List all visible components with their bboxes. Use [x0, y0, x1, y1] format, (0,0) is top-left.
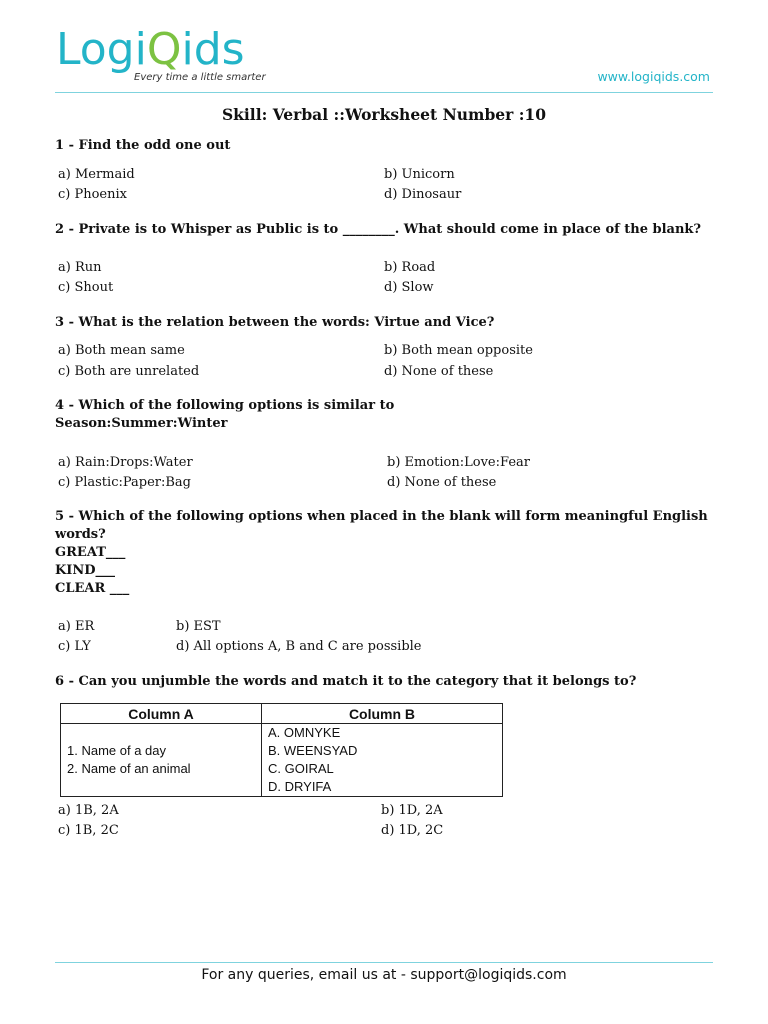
worksheet-title: Skill: Verbal ::Worksheet Number :10 [221, 105, 546, 124]
column-b-item-d: D. DRYIFA [268, 779, 332, 794]
column-b-item-a: A. OMNYKE [268, 725, 341, 740]
q1-option-c: c) Phoenix [58, 187, 127, 202]
q1-option-b: b) Unicorn [384, 167, 455, 182]
question-1-text: 1 - Find the odd one out [55, 138, 231, 153]
q4-option-c: c) Plastic:Paper:Bag [58, 475, 192, 490]
question-4-line-1: 4 - Which of the following options is similar to [55, 398, 395, 413]
q6-option-b: b) 1D, 2A [381, 803, 443, 818]
q3-option-b: b) Both mean opposite [384, 343, 533, 358]
column-b-item-b: B. WEENSYAD [268, 743, 358, 758]
question-5-line-1: 5 - Which of the following options when placed in the blank will form meaningful English [55, 509, 708, 524]
q2-option-d: d) Slow [384, 280, 434, 295]
question-5-word-3: CLEAR ___ [55, 581, 130, 596]
column-a-item-2: 2. Name of an animal [67, 761, 191, 776]
question-5-text [55, 508, 715, 598]
q3-option-a: a) Both mean same [58, 343, 185, 358]
q3-option-d: d) None of these [384, 364, 494, 379]
question-4-text [55, 397, 715, 433]
footer-contact: For any queries, email us at - support@logiqids.com [201, 967, 567, 983]
match-table [60, 703, 503, 797]
q2-option-b: b) Road [384, 260, 436, 275]
question-5-line-2: words? [55, 527, 106, 542]
q4-option-b: b) Emotion:Love:Fear [387, 455, 530, 470]
q3-option-c: c) Both are unrelated [58, 364, 200, 379]
column-a-header: Column A [61, 704, 262, 724]
q2-option-c: c) Shout [58, 280, 114, 295]
header-divider [55, 92, 713, 93]
column-a-cell [61, 724, 262, 797]
footer-divider [55, 962, 713, 963]
column-a-item-1: 1. Name of a day [67, 743, 166, 758]
match-table-header-row [61, 704, 503, 724]
q5-option-b: b) EST [176, 619, 221, 634]
q4-option-d: d) None of these [387, 475, 497, 490]
match-table-body-row [61, 724, 503, 797]
logo-tagline: Every time a little smarter [134, 72, 266, 83]
question-6-text: 6 - Can you unjumble the words and match it to the category that it belongs to? [55, 674, 637, 689]
q1-option-a: a) Mermaid [58, 167, 135, 182]
question-5-word-2: KIND___ [55, 563, 116, 578]
q5-option-d: d) All options A, B and C are possible [176, 639, 422, 654]
question-2-text: 2 - Private is to Whisper as Public is to ________. What should come in place of the blank? [55, 222, 702, 237]
q6-option-c: c) 1B, 2C [58, 823, 119, 838]
question-3-text: 3 - What is the relation between the words: Virtue and Vice? [55, 315, 495, 330]
q4-option-a: a) Rain:Drops:Water [58, 455, 193, 470]
logiqids-logo: LogiQids [56, 24, 245, 75]
column-b-cell [262, 724, 503, 797]
q6-option-a: a) 1B, 2A [58, 803, 119, 818]
column-b-header: Column B [262, 704, 503, 724]
q6-option-d: d) 1D, 2C [381, 823, 444, 838]
q2-option-a: a) Run [58, 260, 102, 275]
question-5-word-1: GREAT___ [55, 545, 126, 560]
q5-option-a: a) ER [58, 619, 95, 634]
column-b-item-c: C. GOIRAL [268, 761, 334, 776]
q5-option-c: c) LY [58, 639, 91, 654]
question-4-line-2: Season:Summer:Winter [55, 416, 228, 431]
q1-option-d: d) Dinosaur [384, 187, 462, 202]
website-link[interactable]: www.logiqids.com [597, 69, 710, 84]
